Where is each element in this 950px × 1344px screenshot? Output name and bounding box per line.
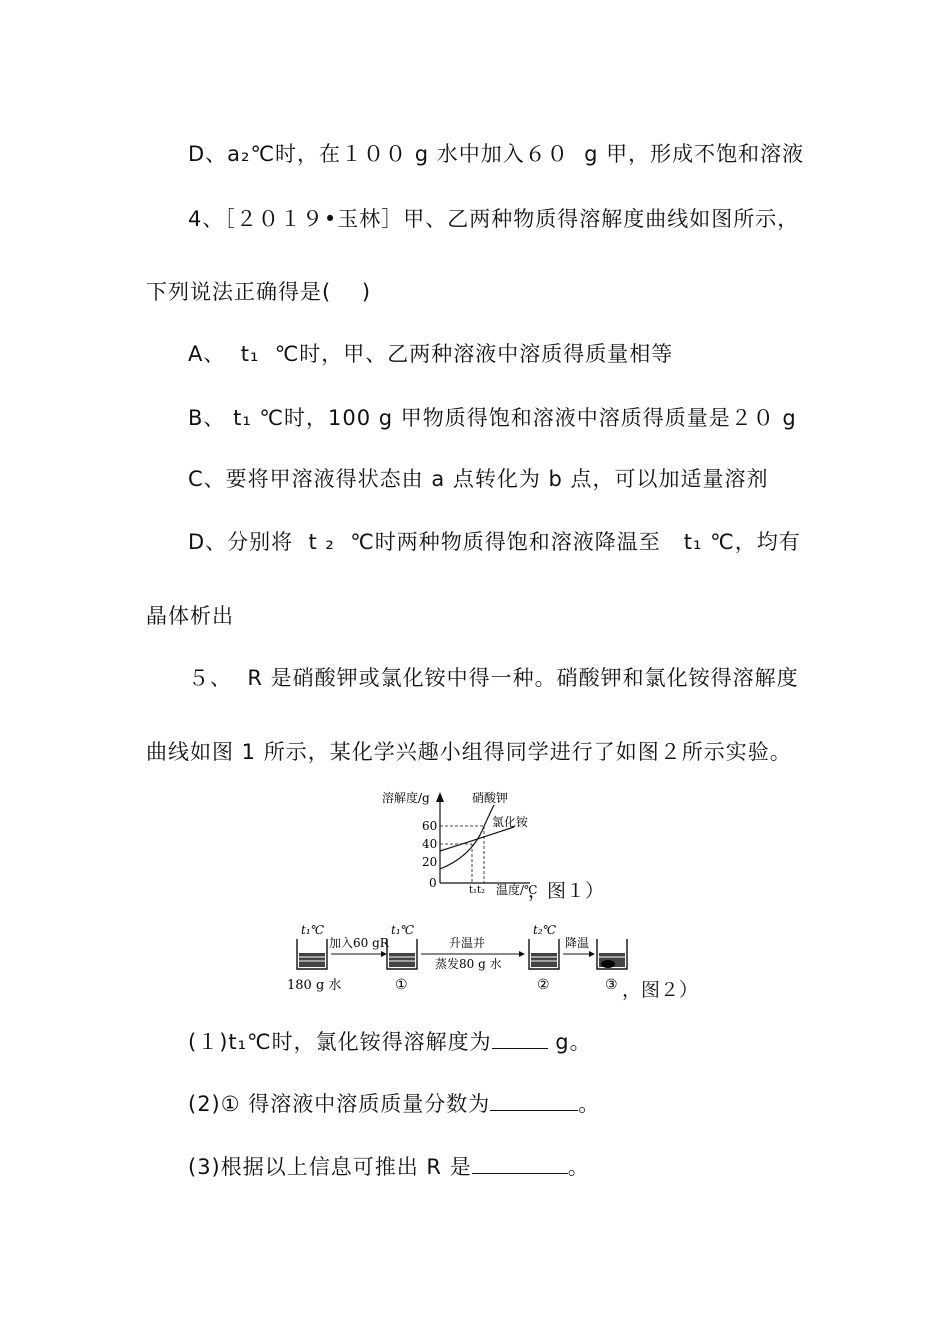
q5-stem-line1: ５、 R 是硝酸钾或氯化铵中得一种。硝酸钾和氯化铵得溶解度 xyxy=(188,666,799,690)
q5-part2-end: 。 xyxy=(578,1092,601,1116)
q3-option-d: D、a₂℃时，在１００ g 水中加入６０ g 甲，形成不饱和溶液 xyxy=(188,142,805,166)
beaker-2-temp: t₂℃ xyxy=(533,923,557,937)
figure1-y-arrow xyxy=(436,792,444,802)
q5-part1-text: (１)t₁℃时，氯化铵得溶解度为 xyxy=(188,1030,492,1054)
figure1-ytick-60: 60 xyxy=(422,819,438,833)
figure1-ylabel: 溶解度/g xyxy=(382,791,430,805)
figure2-caption: ，图２） xyxy=(622,979,699,1001)
q4-option-b: B、 t₁ ℃时，100 g 甲物质得饱和溶液中溶质得质量是２０ g xyxy=(188,406,797,430)
beaker-2-label: ② xyxy=(537,977,550,993)
q4-option-d: D、分别将 t ₂ ℃时两种物质得饱和溶液降温至 t₁ ℃，均有 xyxy=(188,530,801,554)
step-2-label-bottom: 蒸发80 g 水 xyxy=(435,957,502,971)
figure1-curve-ammonium-chloride xyxy=(440,827,514,851)
crystal-precipitate xyxy=(601,960,615,968)
figure1-caption: ，图１） xyxy=(528,880,605,902)
q5-part3-text: (3)根据以上信息可推出 R 是 xyxy=(188,1155,472,1179)
q4-option-a: A、 t₁ ℃时，甲、乙两种溶液中溶质得质量相等 xyxy=(188,342,674,366)
q4-option-d-cont: 晶体析出 xyxy=(146,604,234,628)
q4-option-c: C、要将甲溶液得状态由 a 点转化为 b 点，可以加适量溶剂 xyxy=(188,467,769,491)
beaker-0-label: 180 g 水 xyxy=(287,978,342,993)
figure1-ytick-20: 20 xyxy=(422,855,438,869)
beaker-0 xyxy=(297,939,327,969)
beaker-1-label: ① xyxy=(395,977,408,993)
q5-part3-end: 。 xyxy=(567,1155,590,1179)
step-3-label: 降温 xyxy=(565,936,590,950)
figure1-xticks: t₁t₂ xyxy=(469,885,486,896)
q4-stem-line1: 4、［２０１９•玉林］甲、乙两种物质得溶解度曲线如图所示， xyxy=(188,207,800,231)
figure1-ytick-40: 40 xyxy=(422,837,438,851)
step-2-label-top: 升温并 xyxy=(449,936,486,950)
arrow-3-head xyxy=(589,951,595,957)
figure1-curve1-label: 硝酸钾 xyxy=(472,791,509,805)
beaker-2 xyxy=(529,939,559,969)
figure1-solubility-chart xyxy=(380,789,540,897)
q5-part3-blank[interactable] xyxy=(472,1155,568,1174)
beaker-3-label: ③ xyxy=(605,977,618,993)
beaker-3 xyxy=(597,939,627,969)
figure1-curve-potassium-nitrate xyxy=(440,805,494,869)
beaker-1 xyxy=(387,939,417,969)
q4-stem-line2: 下列说法正确得是( ) xyxy=(146,280,372,304)
arrow-1-head xyxy=(381,951,387,957)
arrow-2-head xyxy=(519,951,525,957)
figure1-ytick-0: 0 xyxy=(429,876,437,890)
figure2-experiment-diagram xyxy=(283,921,653,996)
q5-part3 xyxy=(188,1151,590,1181)
q5-part1-blank[interactable] xyxy=(492,1030,548,1049)
q5-stem-line2: 曲线如图 1 所示，某化学兴趣小组得同学进行了如图２所示实验。 xyxy=(146,740,792,764)
q5-part1-unit: g。 xyxy=(547,1030,592,1054)
beaker-0-temp: t₁℃ xyxy=(301,923,325,937)
q5-part2-text: (2)① 得溶液中溶质质量分数为 xyxy=(188,1092,491,1116)
step-1-label: 加入60 gR xyxy=(329,936,389,950)
q5-part2 xyxy=(188,1088,600,1118)
q5-part1 xyxy=(188,1026,592,1056)
q5-part2-blank[interactable] xyxy=(490,1092,578,1111)
beaker-1-temp: t₁℃ xyxy=(391,923,415,937)
figure1-xlabel: 温度/℃ xyxy=(496,883,538,897)
figure1-curve2-label: 氯化铵 xyxy=(492,815,529,829)
